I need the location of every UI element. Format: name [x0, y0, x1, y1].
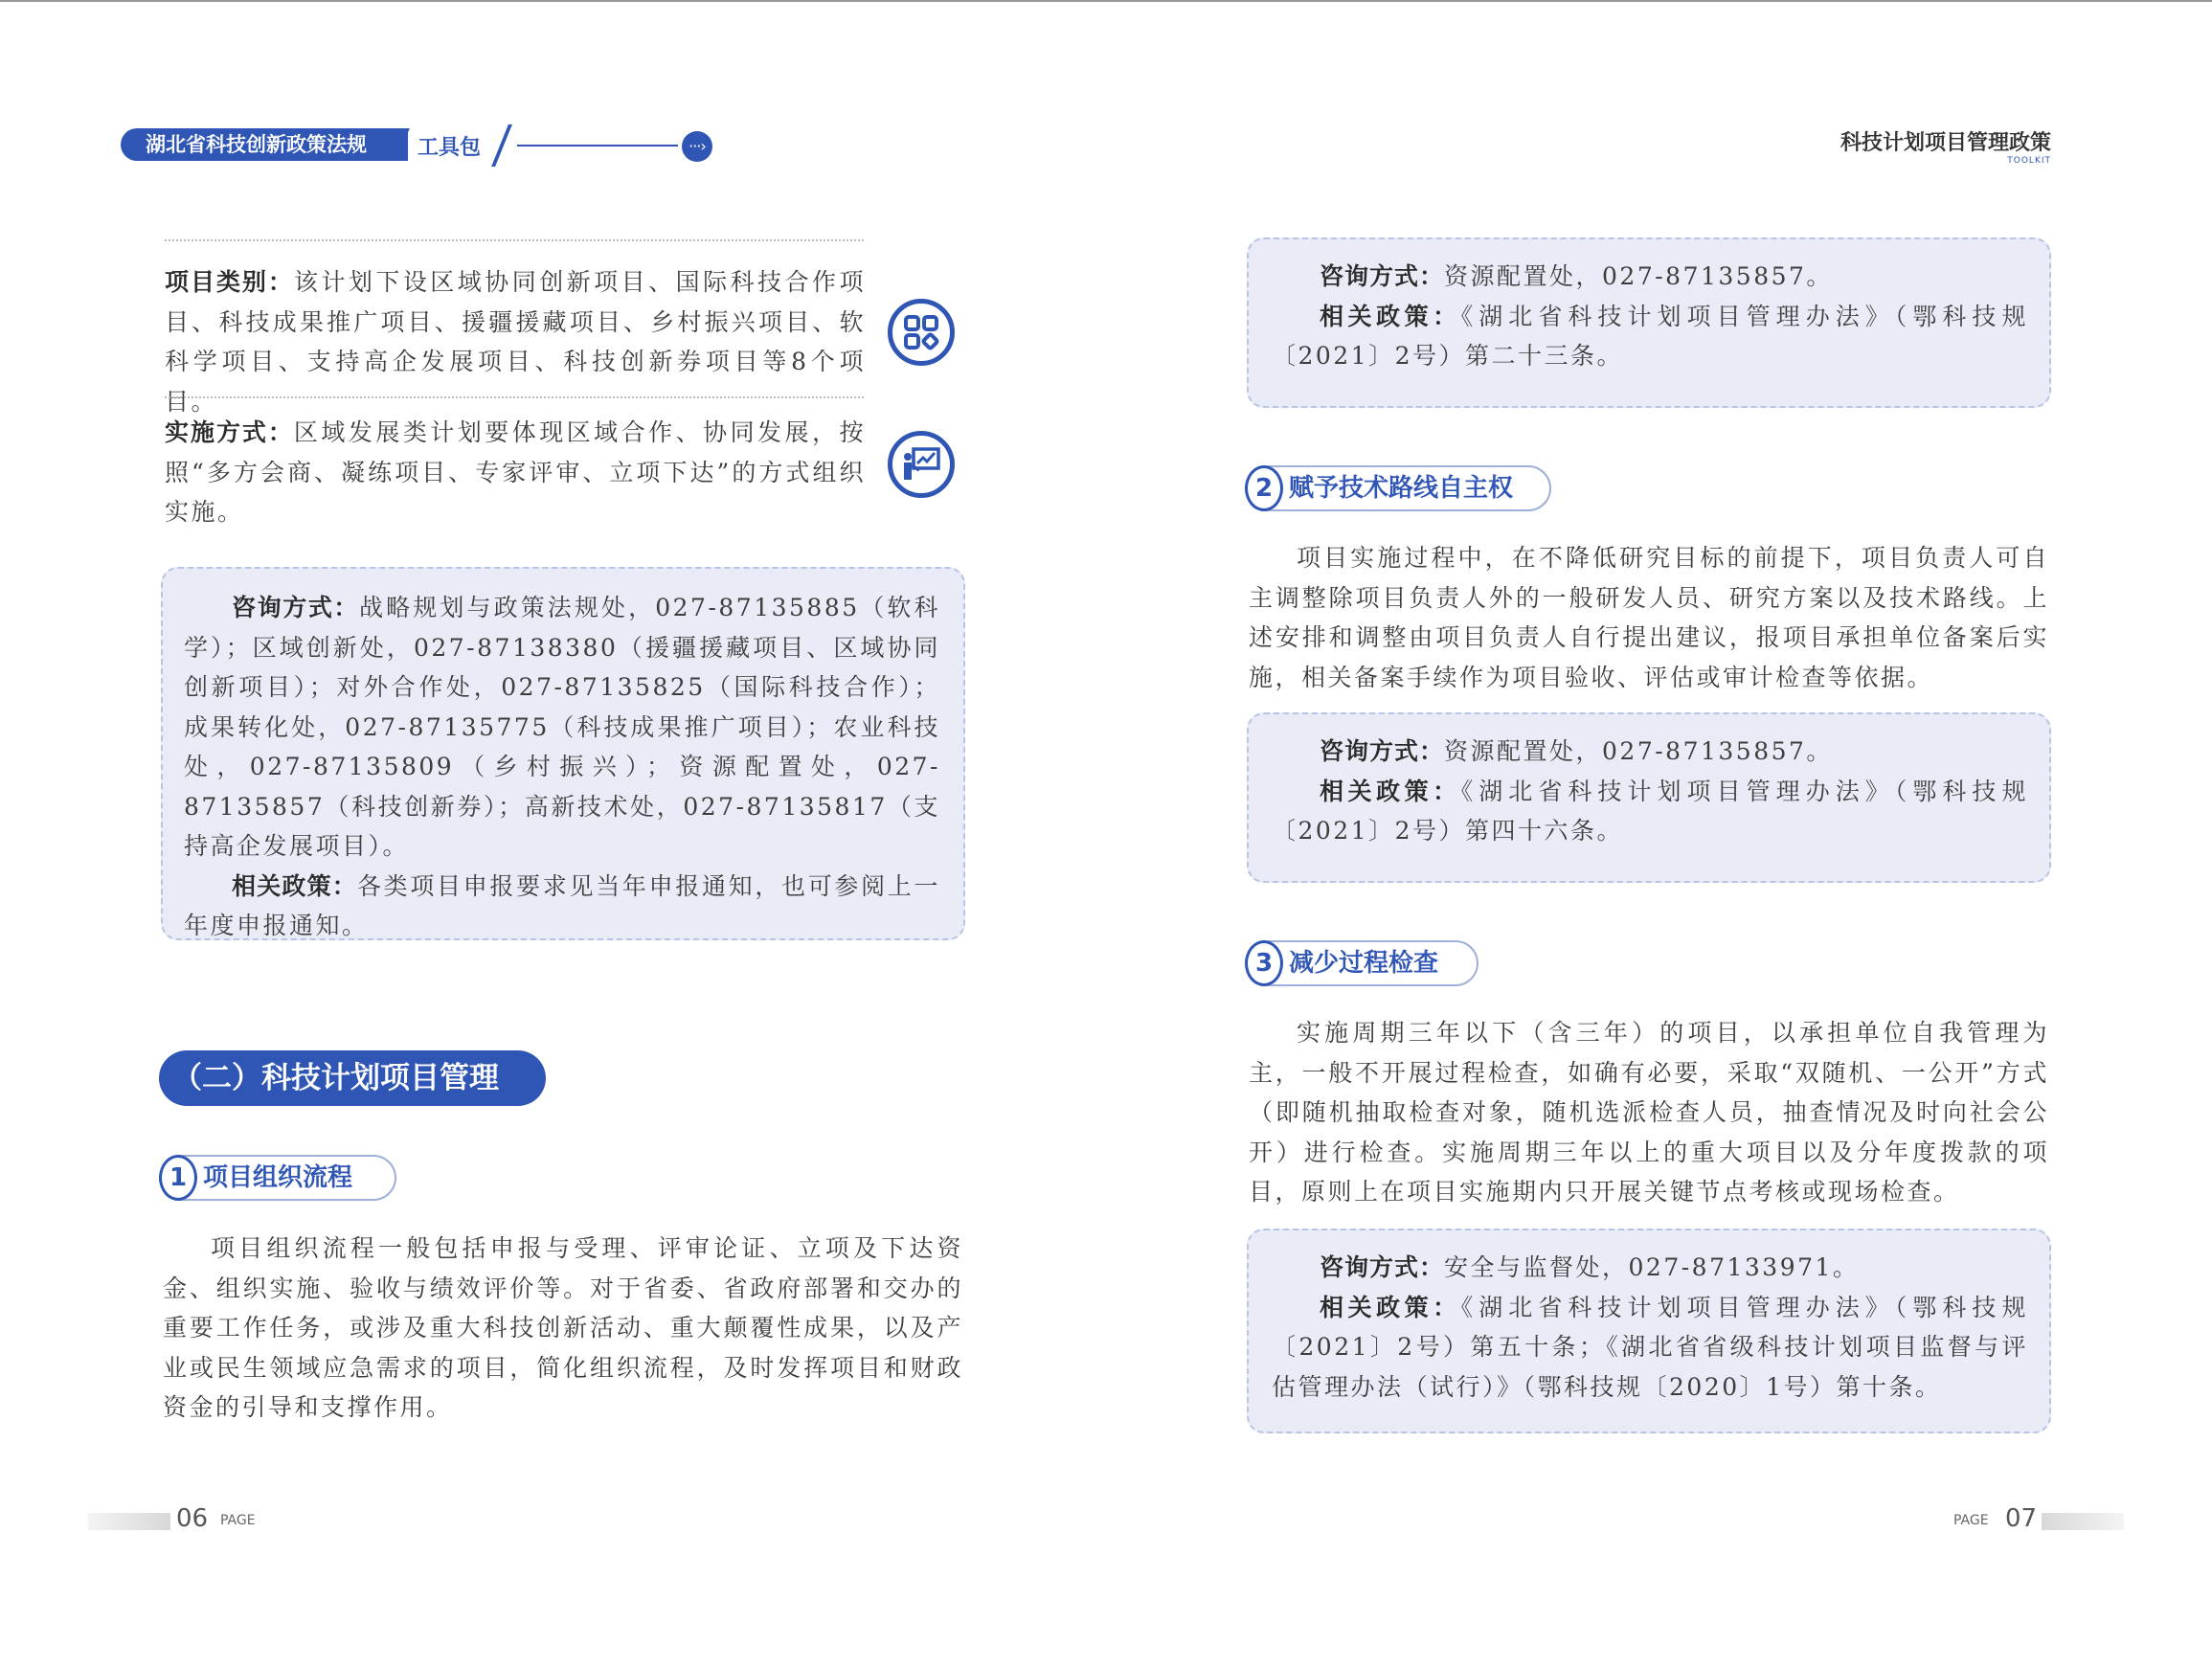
consult-box-right-1	[1247, 237, 2051, 408]
subsection-number: 1	[159, 1155, 197, 1201]
footer-bar-left	[88, 1513, 170, 1530]
header-right-sub: TOOLKIT	[2007, 156, 2051, 166]
sub3-paragraph: 实施周期三年以下（含三年）的项目，以承担单位自我管理为主，一般不开展过程检查，如确有必要，采取“双随机、一公开”方式（即随机抽取检查对象，随机选派检查人员，抽查情况及时向社会公开）进行检查。实施周期三年以上的重大项目以及分年度拨款的项目，原则上在项目实施期内只开展关键节点考核或现场检查。	[1249, 1019, 2049, 1206]
page-number-left: 06	[176, 1504, 209, 1533]
header-toolkit: 工具包	[418, 136, 482, 160]
policy-text: 《湖北省科技计划项目管理办法》（鄂科技规〔2021〕2号）第二十三条。	[1272, 302, 2028, 370]
sub2-paragraph: 项目实施过程中，在不降低研究目标的前提下，项目负责人可自主调整除项目负责人外的一般研发人员、研究方案以及技术路线。上述安排和调整由项目负责人自行提出建议，报项目承担单位备案后实施，相关备案手续作为项目验收、评估或审计检查等依据。	[1249, 544, 2049, 691]
consult-label: 咨询方式：	[1320, 1253, 1445, 1281]
page-label-left: PAGE	[220, 1513, 256, 1528]
consult-box-right-2	[1247, 712, 2051, 883]
sub1-paragraph: 项目组织流程一般包括申报与受理、评审论证、立项及下达资金、组织实施、验收与绩效评价等。对于省委、省政府部署和交办的重要工作任务，或涉及重大科技创新活动、重大颠覆性成果，以及产业或民生领域应急需求的项目，简化组织流程，及时发挥项目和财政资金的引导和支撑作用。	[163, 1234, 963, 1421]
header-right	[1840, 126, 2051, 166]
more-arrow-icon: ···›	[682, 131, 712, 162]
top-border	[0, 0, 2212, 2]
policy-text: 各类项目申报要求见当年申报通知，也可参阅上一年度申报通知。	[184, 871, 940, 939]
subsection-title: 赋予技术路线自主权	[1289, 474, 1514, 503]
policy-label: 相关政策：	[232, 871, 357, 900]
consult-text: 资源配置处，027-87135857。	[1444, 262, 1833, 290]
consult-text: 资源配置处，027-87135857。	[1444, 737, 1833, 765]
header-right-title: 科技计划项目管理政策	[1840, 131, 2051, 155]
item-category-text: 该计划下设区域协同创新项目、国际科技合作项目、科技成果推广项目、援疆援藏项目、乡村振兴项目、软科学项目、支持高企发展项目、科技创新券项目等8个项目。	[165, 268, 866, 416]
consult-box-left	[161, 567, 965, 940]
policy-label: 相关政策：	[1320, 777, 1461, 805]
subsection-number: 2	[1245, 465, 1283, 511]
header-badge: 湖北省科技创新政策法规	[121, 128, 408, 161]
page-label-right: PAGE	[1953, 1513, 1989, 1528]
subsection-1	[159, 1155, 396, 1201]
header-slash	[491, 124, 512, 167]
subsection-title: 项目组织流程	[203, 1163, 353, 1192]
policy-text: 《湖北省科技计划项目管理办法》（鄂科技规〔2021〕2号）第四十六条。	[1272, 777, 2028, 845]
page-number-right: 07	[2005, 1504, 2038, 1533]
header-line	[517, 145, 678, 147]
presentation-chart-icon	[888, 431, 955, 498]
consult-paragraph	[1272, 732, 2028, 851]
divider	[165, 239, 864, 241]
subsection-2	[1245, 465, 1551, 511]
consult-paragraph	[1272, 1248, 2028, 1407]
implementation-label: 实施方式：	[165, 418, 294, 446]
subsection-title: 减少过程检查	[1289, 949, 1439, 978]
consult-label: 咨询方式：	[232, 594, 360, 621]
section-title: （二）科技计划项目管理	[159, 1050, 546, 1106]
consult-box-right-3	[1247, 1229, 2051, 1433]
apps-grid-icon	[888, 299, 955, 366]
implementation-text: 区域发展类计划要体现区域合作、协同发展，按照“多方会商、凝练项目、专家评审、立项下达”的方式组织实施。	[165, 418, 866, 526]
policy-text: 《湖北省科技计划项目管理办法》（鄂科技规〔2021〕2号）第五十条；《湖北省省级科技计划项目监督与评估管理办法（试行）》（鄂科技规〔2020〕1号）第十条。	[1272, 1293, 2028, 1401]
divider	[165, 396, 864, 398]
policy-label: 相关政策：	[1320, 302, 1461, 330]
consult-label: 咨询方式：	[1320, 737, 1445, 765]
consult-text: 安全与监督处，027-87133971。	[1444, 1253, 1860, 1281]
consult-label: 咨询方式：	[1320, 262, 1445, 290]
item-category-label: 项目类别：	[165, 268, 294, 296]
policy-label: 相关政策：	[1320, 1293, 1461, 1321]
footer-bar-right	[2042, 1513, 2124, 1530]
subsection-3	[1245, 940, 1478, 986]
consult-paragraph	[1272, 257, 2028, 376]
implementation-paragraph	[165, 413, 866, 532]
consult-paragraph	[184, 588, 940, 946]
subsection-number: 3	[1245, 940, 1283, 986]
header-badge-cut	[395, 128, 410, 161]
consult-text: 战略规划与政策法规处，027-87135885（软科学）；区域创新处，027-87138380（援疆援藏项目、区域协同创新项目）；对外合作处，027-87135825（国际科技合作）；成果转化处，027-87135775（科技成果推广项目）；农业科技处，027-87135809（乡村振兴）；资源配置处，027-87135857（科技创新券）；高新技术处，027-87135817（支持高企发展项目）。	[184, 594, 940, 860]
